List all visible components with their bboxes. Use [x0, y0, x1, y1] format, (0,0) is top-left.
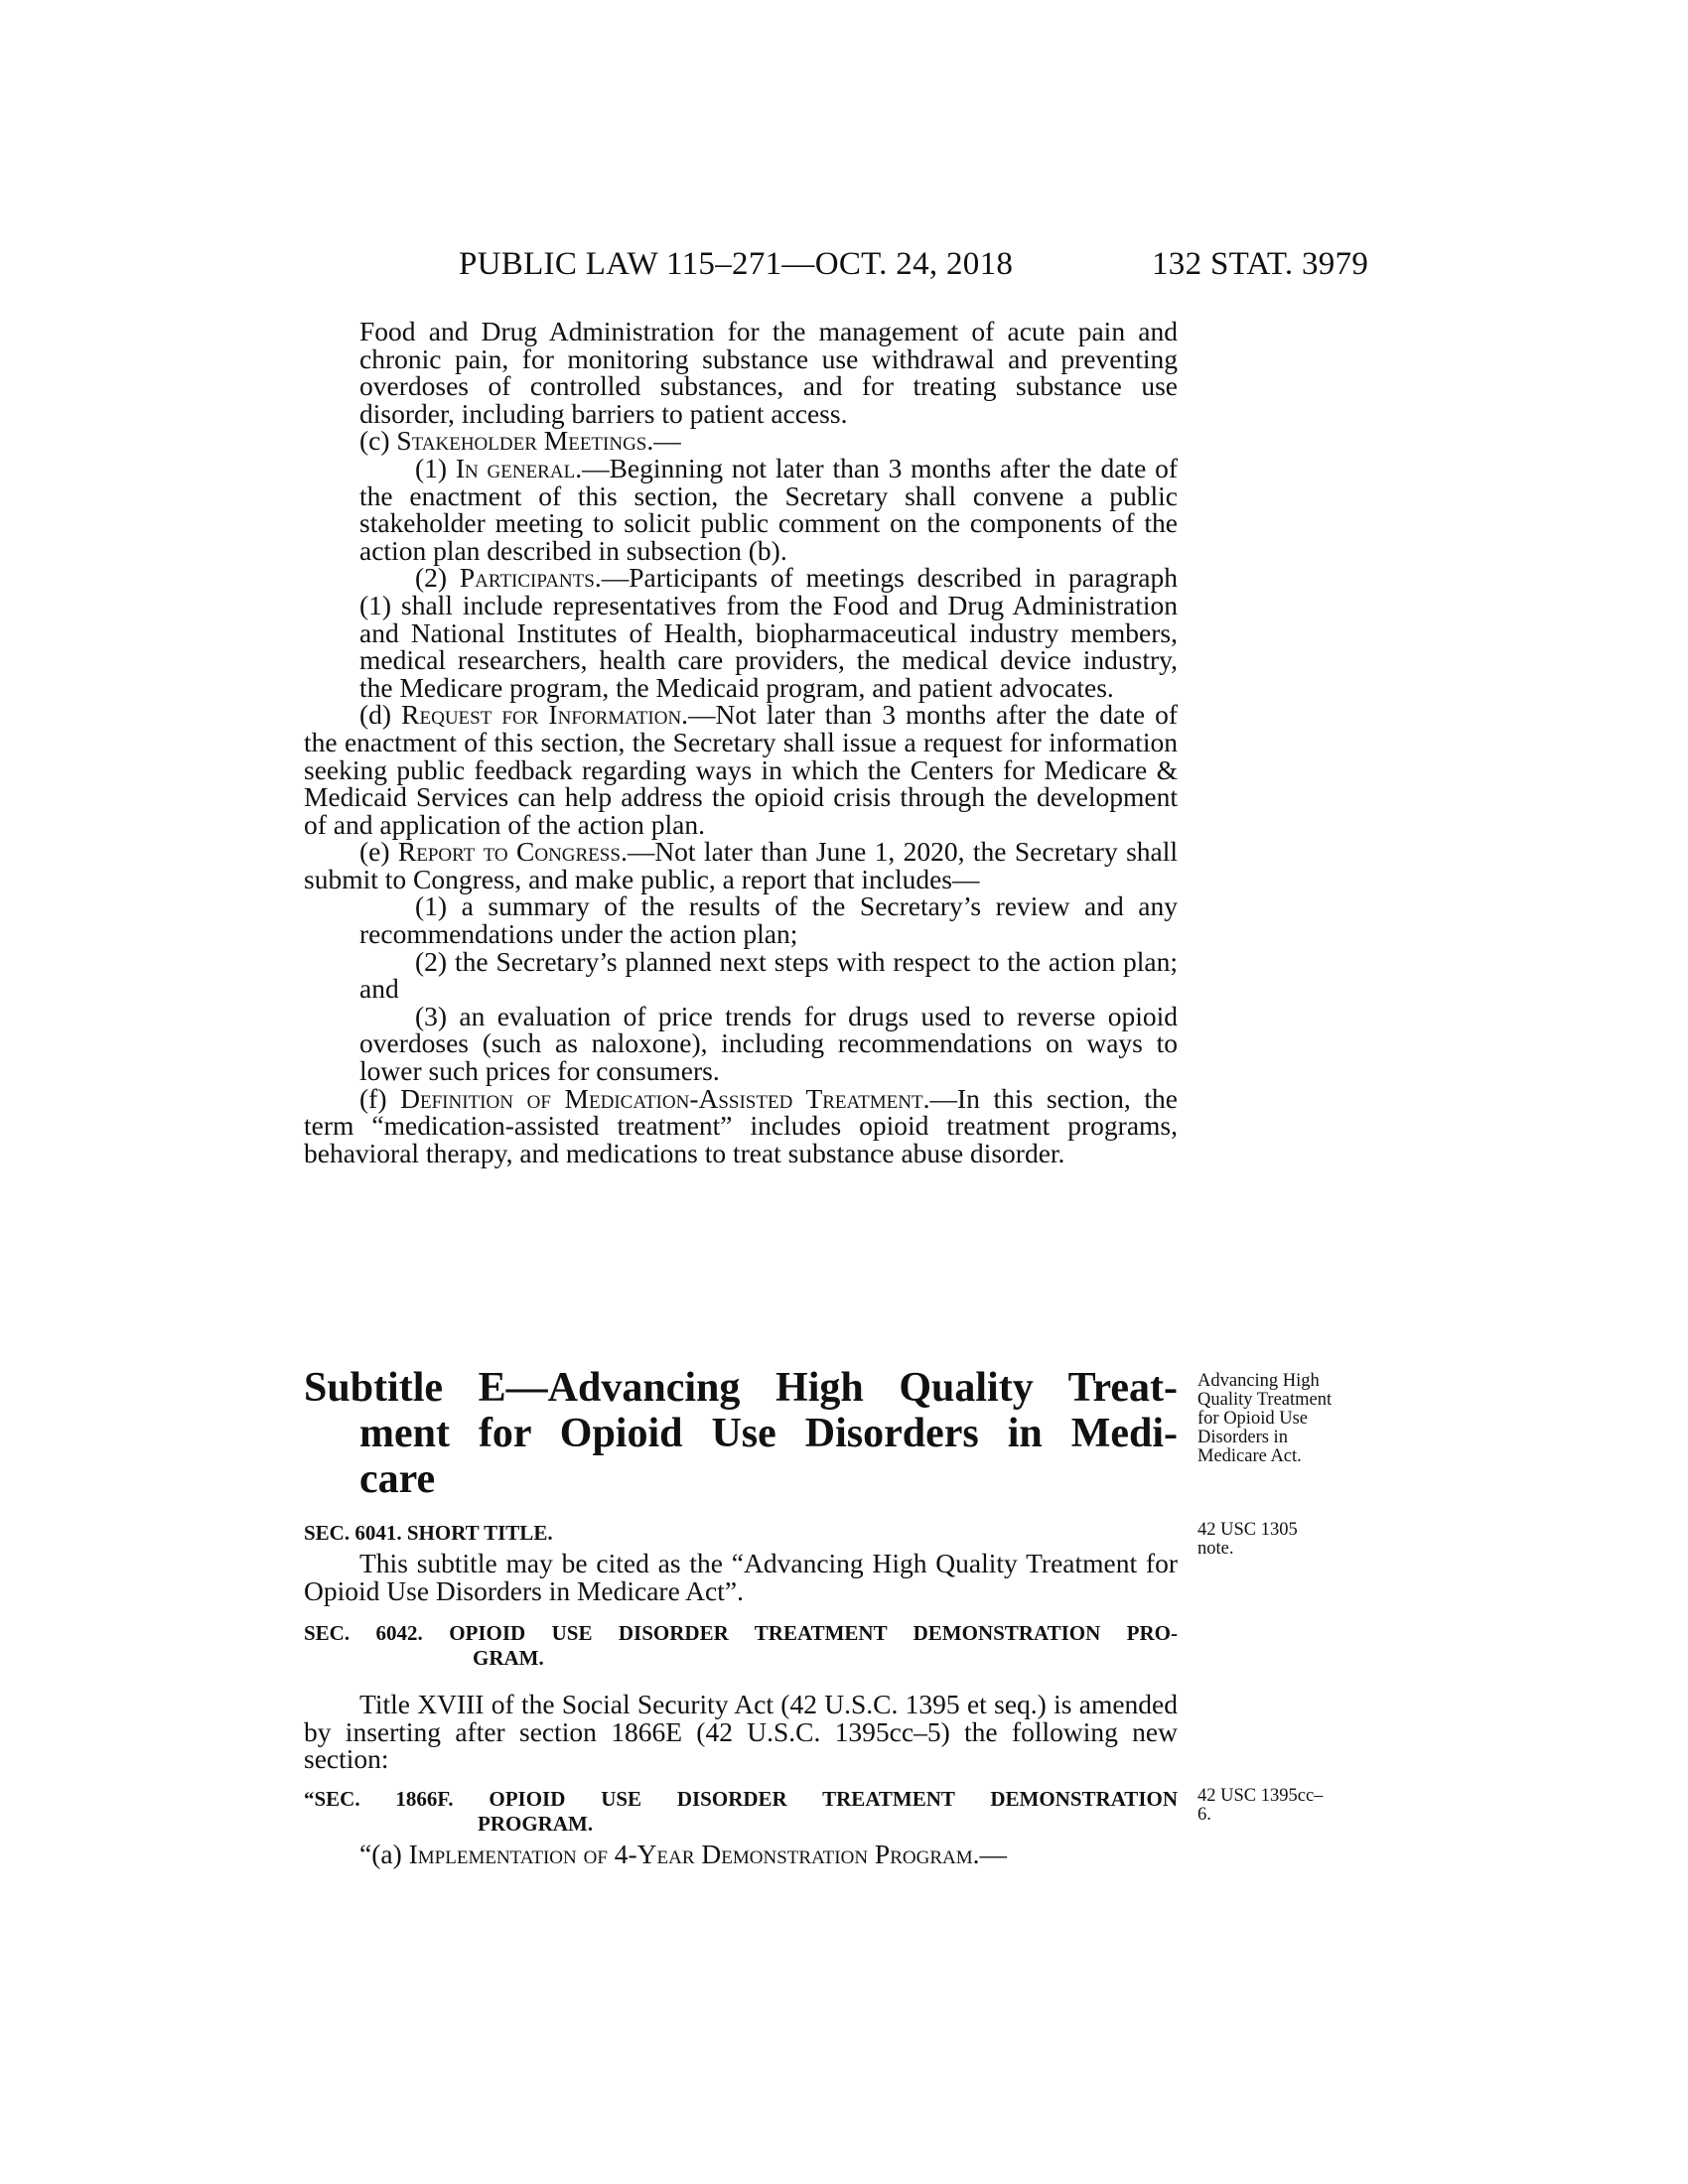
paragraph-continuation: Food and Drug Administration for the management of acute pain and chronic pain, for monitoring substance use withdrawal and preventing overdoses of controlled substances, and for treating substance use disorder, including barriers to patient access.	[359, 316, 1178, 429]
section-6042-heading-line-1: SEC. 6042. OPIOID USE DISORDER TREATMENT DEMONSTRATION PRO-	[304, 1621, 1178, 1645]
body-text-column	[304, 318, 1178, 1166]
margin-note-act-name: Advancing High Quality Treatment for Opioid Use Disorders in Medicare Act.	[1197, 1371, 1333, 1466]
section-1866f-heading	[304, 1787, 1178, 1837]
section-6042-heading-line-2: GRAM.	[473, 1646, 544, 1670]
paragraph-c2: (2) Participants.—Participants of meetings described in paragraph (1) shall include representatives from the Food and Drug Administration and National Institutes of Health, biopharmaceutical industry members, medical researchers, health care providers, the medical device industry, the Medicare program, the Medicaid program, and patient advocates.	[359, 562, 1178, 703]
subsection-c-heading: (c) Stakeholder Meetings.—	[359, 425, 681, 457]
section-6042-text: Title XVIII of the Social Security Act (42 U.S.C. 1395 et seq.) is amended by inserting after section 1866E (42 U.S.C. 1395cc–5) the following new section:	[304, 1689, 1178, 1775]
running-header-stat-page: 132 STAT. 3979	[1152, 246, 1369, 282]
subtitle-line-2: ment for Opioid Use Disorders in Medi-	[359, 1411, 1178, 1456]
subsection-a-heading: “(a) Implementation of 4-Year Demonstration Program.—	[359, 1839, 1008, 1869]
section-1866f-heading-line-2: PROGRAM.	[478, 1812, 594, 1836]
running-header-title: PUBLIC LAW 115–271—OCT. 24, 2018	[459, 246, 1014, 282]
section-6041-body	[304, 1550, 1178, 1604]
section-6041-text: This subtitle may be cited as the “Advancing High Quality Treatment for Opioid Use Disorders in Medicare Act”.	[304, 1548, 1178, 1606]
subsection-f: (f) Definition of Medication-Assisted Treatment.—In this section, the term “medication-assisted treatment” includes opioid treatment programs, behavioral therapy, and medications to treat substance abuse disorder.	[304, 1082, 1178, 1168]
subtitle-heading	[304, 1365, 1178, 1502]
paragraph-e1: (1) a summary of the results of the Secretary’s review and any recommendations under the action plan;	[359, 890, 1178, 950]
section-6042-heading	[304, 1621, 1178, 1671]
paragraph-e3: (3) an evaluation of price trends for drugs used to reverse opioid overdoses (such as naloxone), including recommendations on ways to lower such prices for consumers.	[359, 1000, 1178, 1087]
subsection-e: (e) Report to Congress.—Not later than June 1, 2020, the Secretary shall submit to Congress, and make public, a report that includes—	[304, 836, 1179, 894]
paragraph-e2: (2) the Secretary’s planned next steps with respect to the action plan; and	[359, 945, 1178, 1005]
subsection-d: (d) Request for Information.—Not later than 3 months after the date of the enactment of this section, the Secretary shall issue a request for information seeking public feedback regarding ways in which the Centers for Medicare & Medicaid Services can help address the opioid crisis through the development of and application of the action plan.	[304, 699, 1179, 840]
margin-note-usc-1305: 42 USC 1305 note.	[1197, 1520, 1298, 1559]
section-6042-body	[304, 1691, 1178, 1773]
margin-note-usc-1395cc: 42 USC 1395cc–6.	[1197, 1786, 1324, 1825]
subtitle-line-1: Subtitle E—Advancing High Quality Treat-	[304, 1365, 1178, 1411]
paragraph-c1: (1) In general.—Beginning not later than 3 months after the date of the enactment of this section, the Secretary shall convene a public stakeholder meeting to solicit public comment on the components of the action plan described in subsection (b).	[359, 452, 1178, 566]
section-1866f-body	[304, 1841, 1178, 1868]
section-1866f-heading-line-1: “SEC. 1866F. OPIOID USE DISORDER TREATMENT DEMONSTRATION	[304, 1787, 1178, 1811]
subtitle-line-3: care	[359, 1456, 436, 1502]
section-6041-heading: SEC. 6041. SHORT TITLE.	[304, 1521, 553, 1545]
